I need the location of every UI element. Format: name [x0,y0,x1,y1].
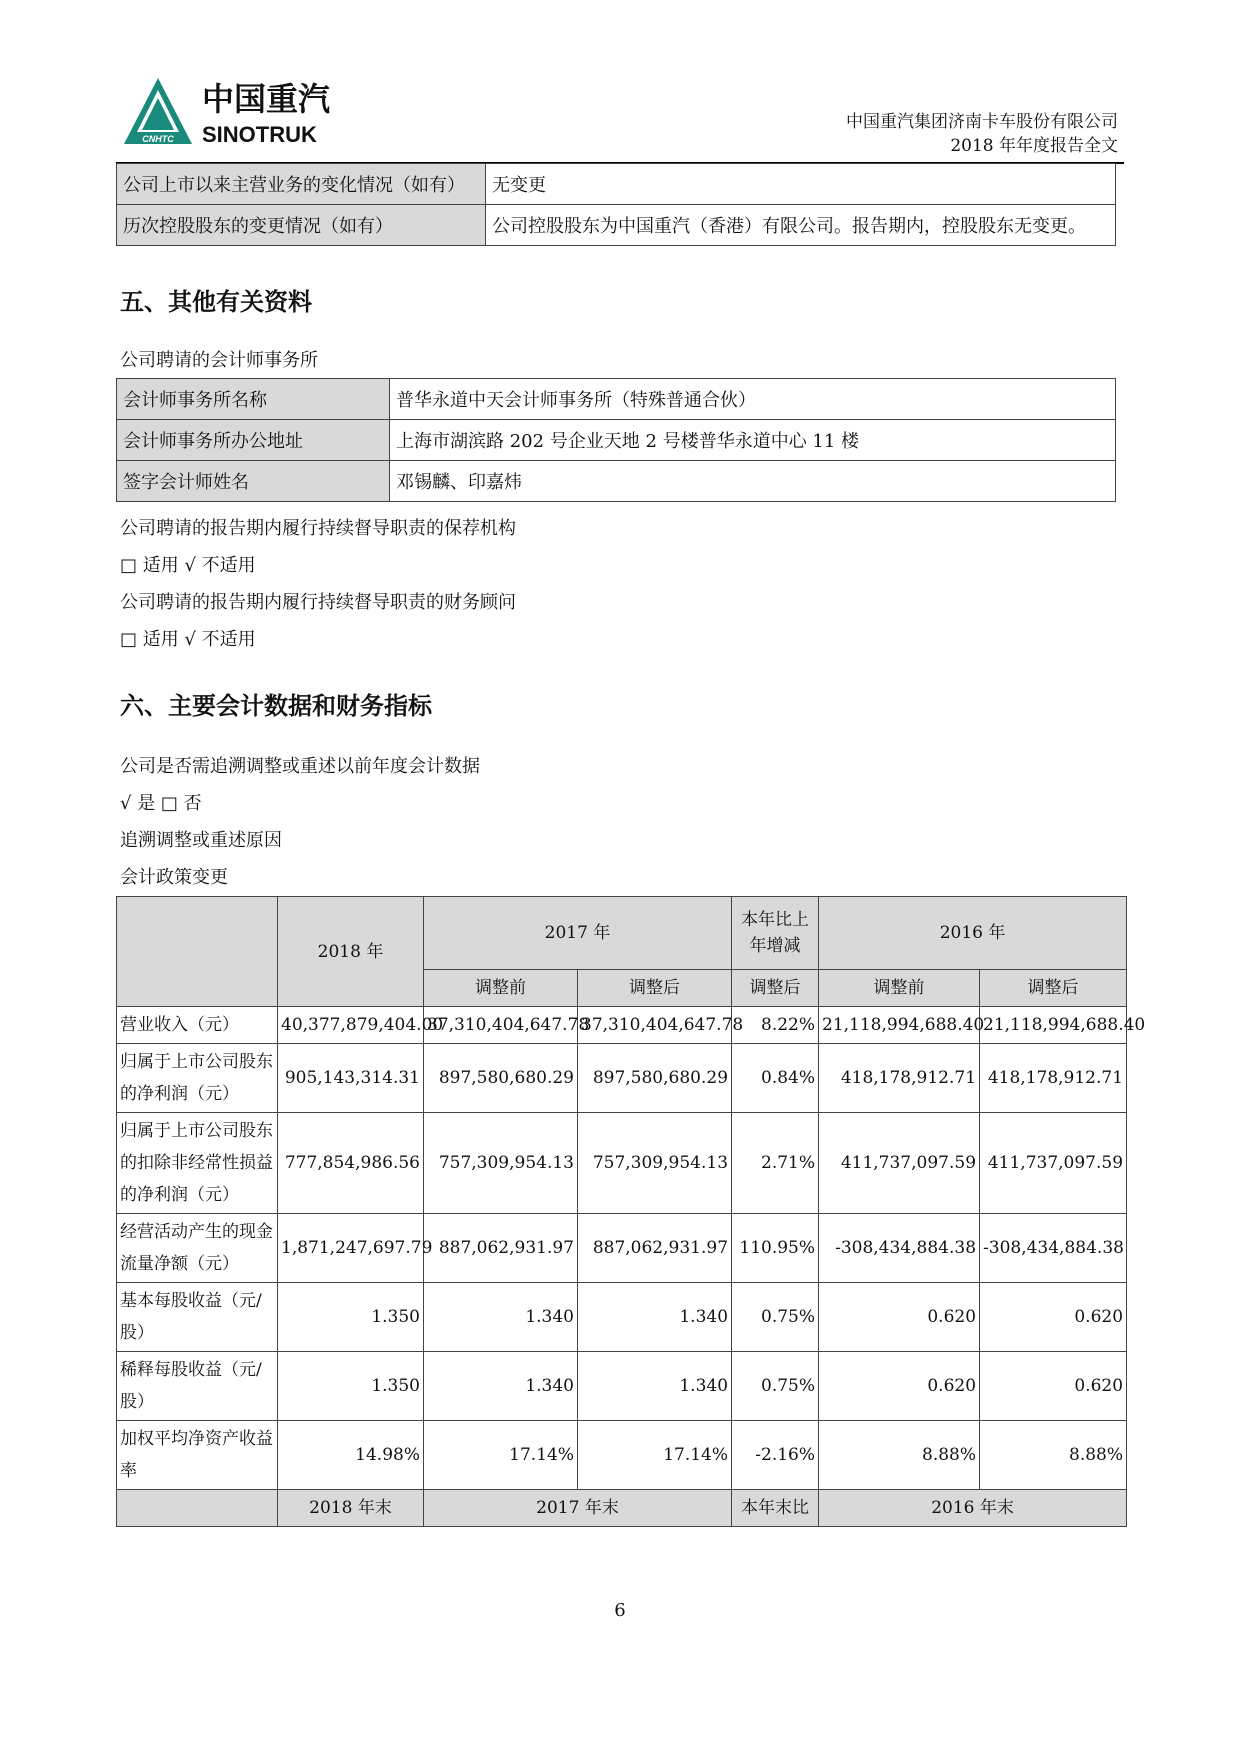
table-row [117,1113,1127,1214]
subheader-2017-before: 调整前 [424,970,578,1007]
value-2016-before: 418,178,912.71 [819,1044,980,1113]
value-2017-before: 1.340 [424,1283,578,1352]
info-label: 历次控股股东的变更情况（如有） [117,205,486,246]
value-2017-before: 37,310,404,647.78 [424,1007,578,1044]
company-logo [122,76,382,148]
value-change: 0.75% [732,1352,819,1421]
value-2016-before: 411,737,097.59 [819,1113,980,1214]
value-2016-after: 0.620 [980,1352,1127,1421]
row-value: 普华永道中天会计师事务所（特殊普通合伙） [390,379,1116,420]
value-2017-after: 897,580,680.29 [578,1044,732,1113]
value-2018: 1,871,247,697.79 [278,1214,424,1283]
value-2016-after: 411,737,097.59 [980,1113,1127,1214]
row-value: 上海市湖滨路 202 号企业天地 2 号楼普华永道中心 11 楼 [390,420,1116,461]
table-row [117,205,1116,246]
value-2018: 1.350 [278,1352,424,1421]
value-2017-after: 757,309,954.13 [578,1113,732,1214]
sinotruk-emblem-icon [124,78,192,144]
value-2016-after: 418,178,912.71 [980,1044,1127,1113]
value-2017-after: 1.340 [578,1283,732,1352]
logo-badge-text: CNHTC [142,134,174,144]
header-2018: 2018 年 [278,897,424,1007]
value-change: -2.16% [732,1421,819,1490]
value-change: 110.95% [732,1214,819,1283]
value-2016-after: 0.620 [980,1283,1127,1352]
subheader-2017-after: 调整后 [578,970,732,1007]
accounting-firm-table [116,378,1116,502]
value-2016-after: 8.88% [980,1421,1127,1490]
paragraph: 公司聘请的会计师事务所 [120,350,318,371]
value-change: 0.84% [732,1044,819,1113]
company-name: 中国重汽集团济南卡车股份有限公司 [846,112,1118,132]
row-value: 邓锡麟、印嘉炜 [390,461,1116,502]
financial-indicators-table [116,896,1146,1527]
table-header-row [117,897,1127,970]
value-2016-before: 0.620 [819,1283,980,1352]
value-2017-before: 897,580,680.29 [424,1044,578,1113]
value-2017-before: 757,309,954.13 [424,1113,578,1214]
table-row [117,1044,1127,1113]
row-label: 经营活动产生的现金流量净额（元） [117,1214,278,1283]
table-row [117,1421,1127,1490]
financial-table-body [117,1007,1146,1490]
table-row [117,420,1116,461]
value-2016-before: 0.620 [819,1352,980,1421]
value-2017-before: 1.340 [424,1352,578,1421]
row-label: 基本每股收益（元/股） [117,1283,278,1352]
paragraph: 公司聘请的报告期内履行持续督导职责的财务顾问 [120,592,516,613]
row-label: 加权平均净资产收益率 [117,1421,278,1490]
value-2018: 777,854,986.56 [278,1113,424,1214]
info-value: 无变更 [486,164,1116,205]
footer-2018-end: 2018 年末 [278,1490,424,1527]
paragraph: 追溯调整或重述原因 [120,830,282,851]
checkbox-option-line: √ 是 □ 否 [120,793,202,814]
row-label: 会计师事务所办公地址 [117,420,390,461]
subheader-2016-before: 调整前 [819,970,980,1007]
row-label: 归属于上市公司股东的净利润（元） [117,1044,278,1113]
value-2017-after: 1.340 [578,1352,732,1421]
value-2016-after: -308,434,884.38 [980,1214,1127,1283]
value-2017-after: 37,310,404,647.78 [578,1007,732,1044]
report-title: 2018 年年度报告全文 [950,136,1118,156]
value-2016-before: 21,118,994,688.40 [819,1007,980,1044]
table-row [117,461,1116,502]
checkbox-option-line: □ 适用 √ 不适用 [120,555,256,576]
corner-cell [117,897,278,1007]
row-label: 签字会计师姓名 [117,461,390,502]
footer-change: 本年末比 [732,1490,819,1527]
subheader-2016-after: 调整后 [980,970,1127,1007]
info-label: 公司上市以来主营业务的变化情况（如有） [117,164,486,205]
value-2016-after: 21,118,994,688.40 [980,1007,1127,1044]
value-change: 2.71% [732,1113,819,1214]
paragraph: 公司是否需追溯调整或重述以前年度会计数据 [120,756,480,777]
section-title: 五、其他有关资料 [120,288,312,316]
report-header [846,110,1118,158]
header-change: 本年比上年增减 [732,897,819,970]
logo-cn-text: 中国重汽 [202,80,331,118]
value-2018: 1.350 [278,1283,424,1352]
subheader-change-after: 调整后 [732,970,819,1007]
table-row [117,1352,1127,1421]
table-row [117,1283,1127,1352]
row-label: 稀释每股收益（元/股） [117,1352,278,1421]
value-2018: 14.98% [278,1421,424,1490]
value-change: 0.75% [732,1283,819,1352]
info-value: 公司控股股东为中国重汽（香港）有限公司。报告期内，控股股东无变更。 [486,205,1116,246]
table-row [117,164,1116,205]
footer-2017-end: 2017 年末 [424,1490,732,1527]
header-2017: 2017 年 [424,897,732,970]
table-row [117,1007,1127,1044]
row-label: 营业收入（元） [117,1007,278,1044]
value-2016-before: 8.88% [819,1421,980,1490]
value-2017-before: 17.14% [424,1421,578,1490]
value-2018: 40,377,879,404.00 [278,1007,424,1044]
logo-en-text: SINOTRUK [202,122,317,147]
value-2017-after: 17.14% [578,1421,732,1490]
value-change: 8.22% [732,1007,819,1044]
company-info-table [116,163,1116,246]
paragraph: 公司聘请的报告期内履行持续督导职责的保荐机构 [120,518,516,539]
header-2016: 2016 年 [819,897,1127,970]
footer-2016-end: 2016 年末 [819,1490,1127,1527]
value-2016-before: -308,434,884.38 [819,1214,980,1283]
section-title: 六、主要会计数据和财务指标 [120,692,432,720]
table-footer-row [117,1490,1127,1527]
page-number: 6 [614,1600,626,1621]
row-label: 归属于上市公司股东的扣除非经常性损益的净利润（元） [117,1113,278,1214]
value-2017-before: 887,062,931.97 [424,1214,578,1283]
footer-corner-cell [117,1490,278,1527]
row-label: 会计师事务所名称 [117,379,390,420]
table-row [117,379,1116,420]
value-2017-after: 887,062,931.97 [578,1214,732,1283]
value-2018: 905,143,314.31 [278,1044,424,1113]
paragraph: 会计政策变更 [120,867,228,888]
checkbox-option-line: □ 适用 √ 不适用 [120,629,256,650]
table-row [117,1214,1127,1283]
